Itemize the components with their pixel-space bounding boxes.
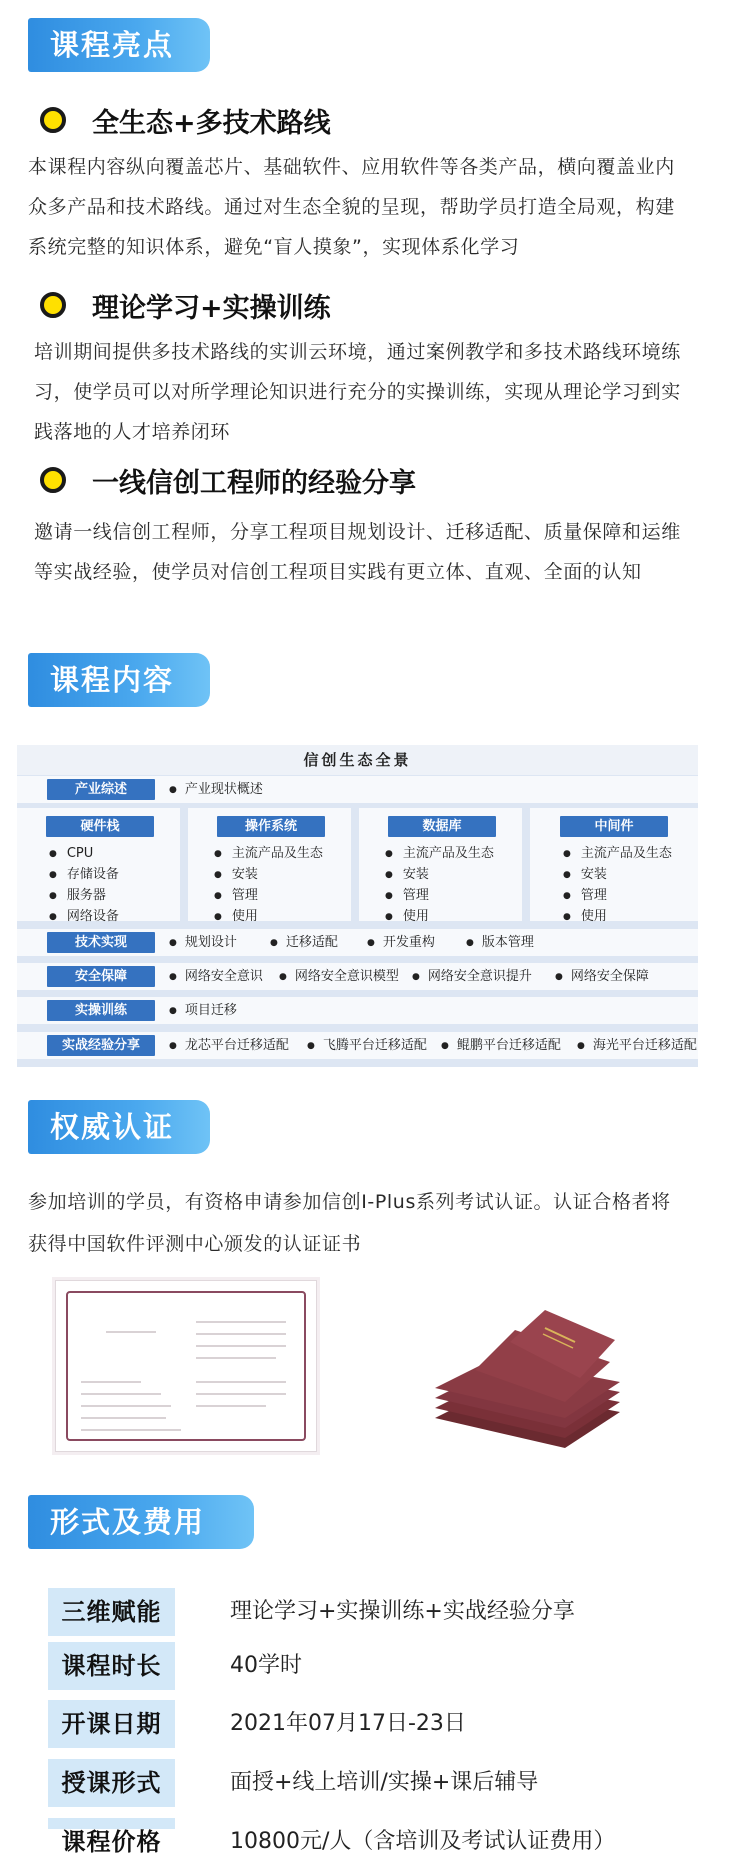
column-label: 硬件栈 bbox=[46, 816, 154, 837]
highlight-heading-3: 一线信创工程师的经验分享 bbox=[92, 468, 416, 499]
bullet-icon bbox=[40, 292, 66, 318]
practice-row bbox=[17, 997, 698, 1024]
column-item: ● 使用 bbox=[563, 907, 731, 928]
column-database bbox=[359, 808, 522, 924]
column-item: ● 安装 bbox=[563, 865, 731, 886]
column-label: 数据库 bbox=[388, 816, 496, 837]
bullet-icon bbox=[40, 467, 66, 493]
column-item: ● 安装 bbox=[214, 865, 377, 886]
row-item: ● 网络安全意识模型 bbox=[279, 963, 399, 990]
row-item: ● 产业现状概述 bbox=[169, 776, 263, 803]
fee-value-price: 10800元/人（含培训及考试认证费用） bbox=[230, 1829, 616, 1854]
column-item: ● 管理 bbox=[214, 886, 377, 907]
column-label: 操作系统 bbox=[217, 816, 325, 837]
column-item: ● 存储设备 bbox=[49, 865, 212, 886]
column-item: ● 管理 bbox=[563, 886, 731, 907]
cert-body: 参加培训的学员，有资格申请参加信创I-Plus系列考试认证。认证合格者将获得中国软件评测中心颁发的认证证书 bbox=[28, 1191, 671, 1255]
column-middleware bbox=[530, 808, 698, 924]
certificate-image bbox=[55, 1280, 317, 1452]
row-item: ● 迁移适配 bbox=[270, 929, 338, 956]
highlight-body-3: 邀请一线信创工程师，分享工程项目规划设计、迁移适配、质量保障和运维等实战经验，使学员对信创工程项目实践有更立体、直观、全面的认知 bbox=[34, 521, 681, 583]
fee-label-format: 授课形式 bbox=[48, 1759, 175, 1807]
fee-value-empowerment: 理论学习+实操训练+实战经验分享 bbox=[230, 1599, 575, 1624]
column-item: ● 服务器 bbox=[49, 886, 212, 907]
fee-value-start-date: 2021年07月17日-23日 bbox=[230, 1711, 466, 1736]
column-os bbox=[188, 808, 351, 924]
column-item: ● 管理 bbox=[385, 886, 548, 907]
column-item: ● 主流产品及生态 bbox=[214, 844, 377, 865]
row-item: ● 网络安全保障 bbox=[555, 963, 649, 990]
row-label: 实战经验分享 bbox=[47, 1035, 155, 1056]
highlight-heading-2: 理论学习+实操训练 bbox=[92, 293, 331, 324]
diagram-title: 信创生态全景 bbox=[17, 745, 698, 775]
row-item: ● 网络安全意识 bbox=[169, 963, 263, 990]
fee-label-price: 课程价格 bbox=[48, 1818, 175, 1829]
fee-label-empowerment: 三维赋能 bbox=[48, 1588, 175, 1636]
column-hardware bbox=[17, 808, 180, 924]
column-item: ● 主流产品及生态 bbox=[385, 844, 548, 865]
column-item: ● 使用 bbox=[214, 907, 377, 928]
row-label: 安全保障 bbox=[47, 966, 155, 987]
section-title-fees: 形式及费用 bbox=[28, 1495, 254, 1549]
overview-row bbox=[17, 776, 698, 803]
row-item: ● 海光平台迁移适配 bbox=[577, 1032, 697, 1059]
highlight-body-2: 培训期间提供多技术路线的实训云环境，通过案例教学和多技术路线环境练习，使学员可以对所学理论知识进行充分的实操训练，实现从理论学习到实践落地的人才培养闭环 bbox=[34, 341, 681, 443]
security-row bbox=[17, 963, 698, 990]
highlight-body-1: 本课程内容纵向覆盖芯片、基础软件、应用软件等各类产品，横向覆盖业内众多产品和技术路线。通过对生态全貌的呈现，帮助学员打造全局观，构建系统完整的知识体系，避免“盲人摸象”，实现体系化学习 bbox=[28, 156, 675, 258]
highlight-heading-1: 全生态+多技术路线 bbox=[92, 108, 331, 139]
row-item: ● 鲲鹏平台迁移适配 bbox=[441, 1032, 561, 1059]
fee-value-duration: 40学时 bbox=[230, 1653, 302, 1678]
fee-label-duration: 课程时长 bbox=[48, 1642, 175, 1690]
section-title-content: 课程内容 bbox=[28, 653, 210, 707]
experience-row bbox=[17, 1032, 698, 1059]
ecosystem-diagram bbox=[17, 745, 698, 1067]
row-item: ● 项目迁移 bbox=[169, 997, 237, 1024]
column-label: 中间件 bbox=[560, 816, 668, 837]
row-item: ● 规划设计 bbox=[169, 929, 237, 956]
row-item: ● 版本管理 bbox=[466, 929, 534, 956]
row-item: ● 开发重构 bbox=[367, 929, 435, 956]
column-item: ● 安装 bbox=[385, 865, 548, 886]
row-item: ● 飞腾平台迁移适配 bbox=[307, 1032, 427, 1059]
fee-value-format: 面授+线上培训/实操+课后辅导 bbox=[230, 1770, 539, 1795]
bullet-icon bbox=[40, 107, 66, 133]
row-item: ● 网络安全意识提升 bbox=[412, 963, 532, 990]
row-label: 技术实现 bbox=[47, 932, 155, 953]
row-item: ● 龙芯平台迁移适配 bbox=[169, 1032, 289, 1059]
column-item: ● CPU bbox=[49, 844, 212, 865]
column-item: ● 使用 bbox=[385, 907, 548, 928]
row-label: 产业综述 bbox=[47, 779, 155, 800]
fee-label-start-date: 开课日期 bbox=[48, 1700, 175, 1748]
row-label: 实操训练 bbox=[47, 1000, 155, 1021]
certificate-books-image bbox=[415, 1300, 625, 1450]
section-title-cert: 权威认证 bbox=[28, 1100, 210, 1154]
column-item: ● 网络设备 bbox=[49, 907, 212, 928]
column-item: ● 主流产品及生态 bbox=[563, 844, 731, 865]
tech-row bbox=[17, 929, 698, 956]
section-title-highlights: 课程亮点 bbox=[28, 18, 210, 72]
